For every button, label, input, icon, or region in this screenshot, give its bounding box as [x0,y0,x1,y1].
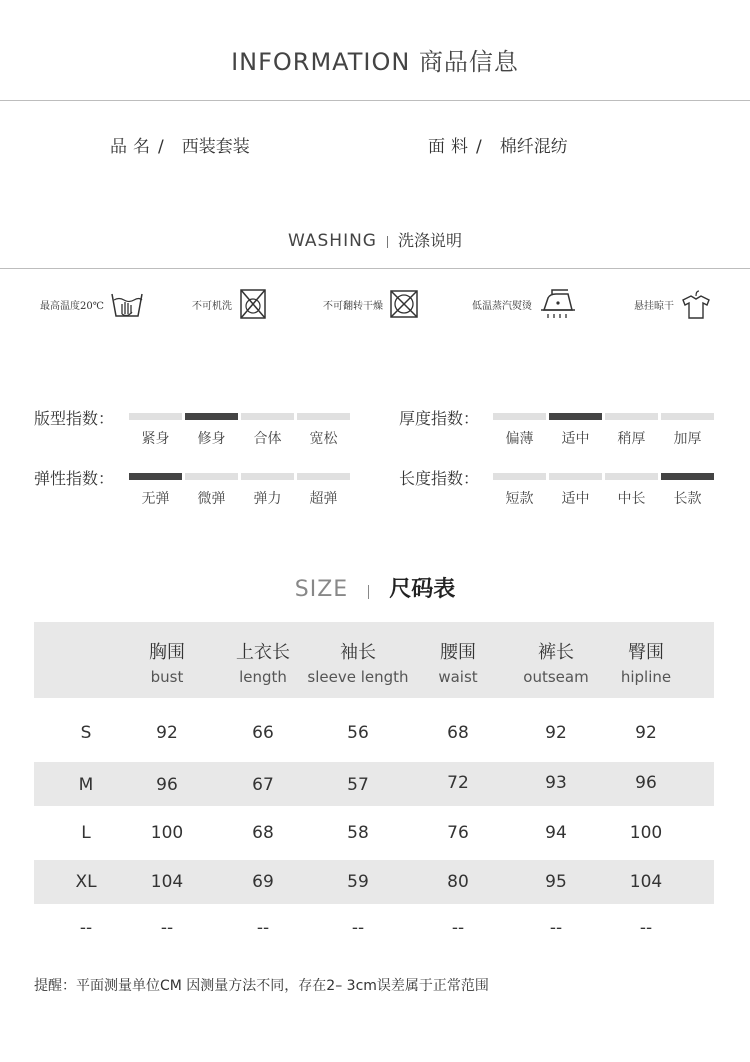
wash-label: 不可机洗 [192,300,232,312]
column-header-en: hipline [620,668,672,686]
index-option: 超弹 [309,491,338,507]
index-option: 短款 [505,491,534,507]
size-label: L [81,823,91,843]
table-cell: 68 [447,723,469,743]
page-title: INFORMATION 商品信息 [231,48,519,76]
column-header-en: length [239,668,287,686]
table-cell: 104 [150,872,184,892]
size-title-cn: 尺码表 [389,577,456,602]
table-cell: 96 [635,773,657,793]
size-label: XL [75,872,97,892]
index-option: 宽松 [309,431,338,447]
table-cell: 72 [447,773,469,793]
table-cell: -- [160,918,174,938]
wash-label: 低温蒸汽熨烫 [472,300,532,312]
separator: / [476,137,482,157]
table-cell: -- [256,918,270,938]
separator: / [158,137,164,157]
fabric-value: 棉纤混纺 [499,137,568,157]
column-header-en: bust [150,668,184,686]
table-cell: 56 [347,723,369,743]
table-cell: 58 [347,823,369,843]
size-label: -- [79,918,93,938]
wash-label: 悬挂晾干 [634,300,674,312]
table-cell: 92 [156,723,178,743]
table-cell: 68 [252,823,274,843]
table-cell: 76 [447,823,469,843]
table-cell: 100 [150,823,184,843]
table-cell: -- [639,918,653,938]
washing-title-cn: 洗涤说明 [397,231,462,250]
index-option: 适中 [561,491,590,507]
measurement-note: 提醒：平面测量单位CM 因测量方法不同，存在2– 3cm误差属于正常范围 [34,978,489,994]
table-cell: 95 [545,872,567,892]
wash-label: 不可翻转干燥 [323,300,383,312]
column-header: 袖长 [340,642,376,663]
table-cell: 67 [252,775,274,795]
table-cell: 59 [347,872,369,892]
table-cell: 96 [156,775,178,795]
index-option: 合体 [253,431,282,447]
index-option: 无弹 [141,491,170,507]
table-cell: 66 [252,723,274,743]
thickness-index-label: 厚度指数： [399,409,480,428]
washing-title-en: WASHING [287,231,377,251]
index-option: 紧身 [141,431,170,447]
index-option: 偏薄 [505,431,534,447]
table-cell: 57 [347,775,369,795]
table-cell: 100 [629,823,663,843]
length-index-label: 长度指数： [399,469,480,488]
table-cell: 104 [629,872,663,892]
product-name-value: 西装套装 [181,137,250,157]
table-cell: 93 [545,773,567,793]
column-header-en: outseam [523,668,589,686]
index-option: 适中 [561,431,590,447]
fabric-label: 面料 [428,137,474,157]
product-name-label: 品名 [110,137,156,157]
index-option: 弹力 [253,491,282,507]
elasticity-index-label: 弹性指数： [34,469,115,488]
fit-index-label: 版型指数： [34,409,115,428]
table-cell: 94 [545,823,567,843]
size-label: S [80,723,92,743]
column-header-en: sleeve length [307,668,409,686]
table-cell: 69 [252,872,274,892]
table-cell: -- [451,918,465,938]
table-cell: 92 [635,723,657,743]
index-option: 长款 [673,491,702,507]
size-label: M [78,775,94,795]
index-option: 加厚 [673,431,702,447]
table-cell: -- [351,918,365,938]
index-option: 中长 [617,491,646,507]
table-cell: 80 [447,872,469,892]
column-header: 腰围 [440,642,476,663]
index-option: 修身 [197,431,226,447]
table-cell: 92 [545,723,567,743]
column-header: 胸围 [149,642,185,663]
column-header: 臀围 [628,642,664,663]
index-option: 稍厚 [617,431,646,447]
column-header: 上衣长 [236,642,290,663]
size-title-en: SIZE [294,577,349,602]
index-option: 微弹 [197,491,226,507]
table-cell: -- [549,918,563,938]
column-header-en: waist [438,668,478,686]
column-header: 裤长 [538,642,574,663]
wash-label: 最高温度20℃ [40,300,104,312]
